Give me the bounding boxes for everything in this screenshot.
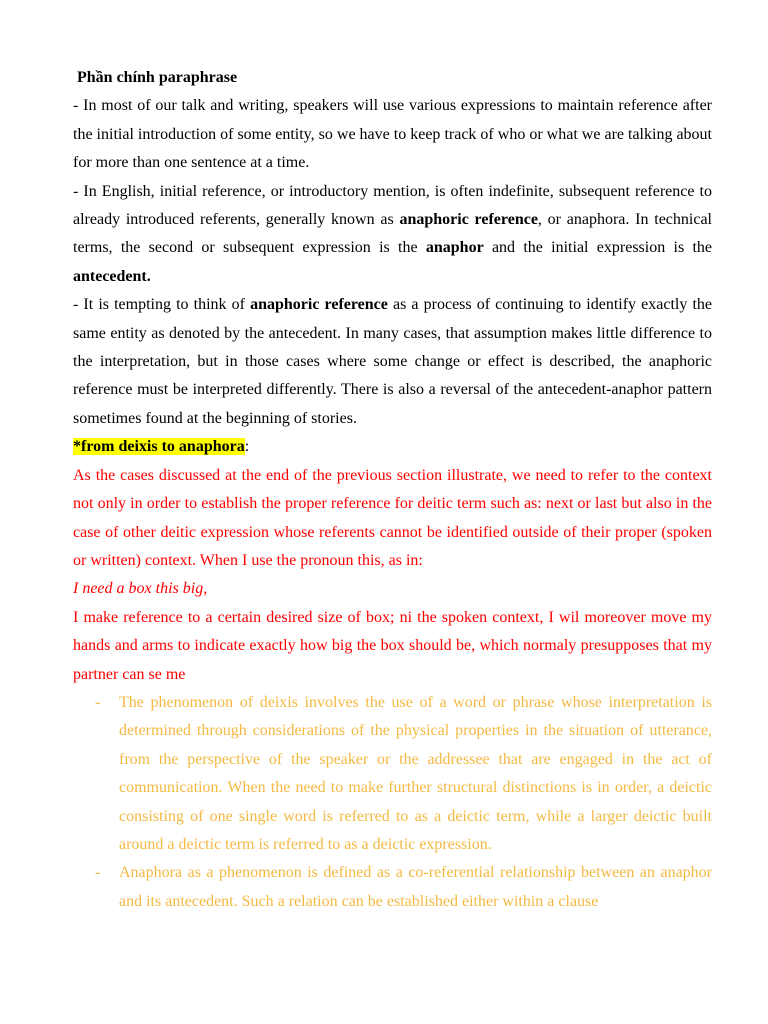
term-antecedent: antecedent. <box>73 267 151 285</box>
bullet-dash: - <box>95 864 101 882</box>
paragraph-3 <box>73 291 712 433</box>
paragraph-2 <box>73 178 712 292</box>
bullet-item-anaphora <box>73 859 712 916</box>
paragraph-1-text: - In most of our talk and writing, speakers will use various expressions to maintain reference after the initial introduction of some entity, so we have to keep track of who or what we are talking about for more than one sentence at a time. <box>73 97 712 172</box>
paragraph-2-text-c: , or anaphora. In technical terms, the second or subsequent expression is the <box>73 211 713 257</box>
section-heading-suffix: : <box>244 438 250 456</box>
red-example: I need a box this big, <box>73 580 208 598</box>
section-heading <box>73 433 712 461</box>
paragraph-1 <box>73 92 712 177</box>
term-anaphor: anaphor <box>425 239 484 257</box>
bullet-text: Anaphora as a phenomenon is defined as a co-referential relationship between an anaphor and its antecedent. Such a relation can be established either within a clause <box>119 864 712 910</box>
paragraph-2-text-a: - In English, initial reference, or introductory mention, is often indefinite, subsequent reference to already introduced referents, generally known as <box>73 182 712 229</box>
section-heading-highlight: *from deixis to anaphora <box>73 438 245 456</box>
document-title: Phần chính paraphrase <box>77 69 238 86</box>
term-anaphoric-reference: anaphoric reference <box>399 211 538 229</box>
term-anaphoric-reference-2: anaphoric reference <box>250 296 388 314</box>
document-page <box>73 64 712 916</box>
paragraph-3-text-c: as a process of continuing to identify exactly the same entity as denoted by the antecedent. In many cases, that assumption makes little difference to the interpretation, but in those cases where some change or effect is described, the anaphoric reference must be interpreted differently. There is also a reversal of the antecedent-anaphor pattern sometimes found at the beginning of stories. <box>73 296 712 427</box>
paragraph-2-text-e: and the initial expression is the <box>483 239 712 257</box>
bullet-dash: - <box>95 693 101 711</box>
bullet-item-deixis <box>73 689 712 859</box>
red-paragraph-1: As the cases discussed at the end of the previous section illustrate, we need to refer to the context not only in order to establish the proper reference for deitic term such as: next or last but also in the case of other deitic expression whose referents cannot be identified outside of their proper (spoken or written) context. When I use the pronoun this, as in: <box>73 466 712 569</box>
red-paragraph-2: I make reference to a certain desired size of box; ni the spoken context, I wil moreover move my hands and arms to indicate exactly how big the box should be, which normaly presupposes that my partner can se me <box>73 608 712 683</box>
bullet-text: The phenomenon of deixis involves the use of a word or phrase whose interpretation is determined through considerations of the physical properties in the situation of utterance, from the perspective of the speaker or the addressee that are engaged in the act of communication. When the need to make further structural distinctions is in order, a deictic consisting of one single word is referred to as a deictic term, while a larger deictic built around a deictic term is referred to as a deictic expression. <box>119 693 712 853</box>
paragraph-3-text-a: - It is tempting to think of <box>73 296 251 314</box>
